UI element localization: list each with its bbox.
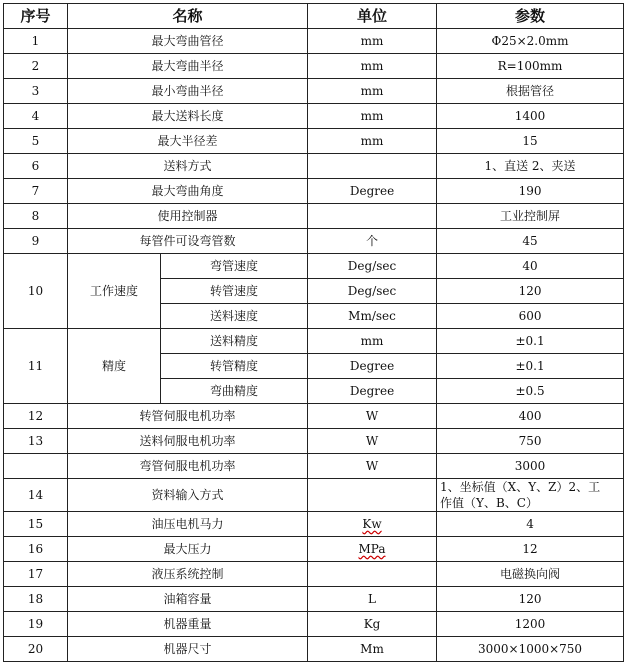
- table-row: [4, 129, 624, 154]
- row-name: 最大弯曲管径: [68, 29, 308, 54]
- row-unit: mm: [308, 104, 437, 129]
- row-value: Φ25×2.0mm: [437, 29, 624, 54]
- row-no: 17: [4, 562, 68, 587]
- row-value: ±0.1: [437, 354, 624, 379]
- unit-text: MPa: [358, 542, 386, 556]
- table-row: [4, 512, 624, 537]
- row-unit: [308, 204, 437, 229]
- row-unit: Deg/sec: [308, 279, 437, 304]
- table-row: [4, 454, 624, 479]
- table-row: [4, 479, 624, 512]
- sub-item-name: 送料速度: [161, 304, 308, 329]
- group-label: 精度: [68, 329, 161, 404]
- row-unit: [308, 479, 437, 512]
- table-row: [4, 179, 624, 204]
- row-value: 190: [437, 179, 624, 204]
- row-unit: [308, 154, 437, 179]
- row-value: 1400: [437, 104, 624, 129]
- row-unit: Degree: [308, 354, 437, 379]
- row-no: 3: [4, 79, 68, 104]
- row-unit: Deg/sec: [308, 254, 437, 279]
- table-header-row: [4, 4, 624, 29]
- row-value: 750: [437, 429, 624, 454]
- table-row: [4, 587, 624, 612]
- row-value: 12: [437, 537, 624, 562]
- row-unit: mm: [308, 79, 437, 104]
- row-no: 16: [4, 537, 68, 562]
- row-unit: Degree: [308, 179, 437, 204]
- row-value-line-2: 作值（Y、B、C）: [440, 496, 538, 510]
- row-value: ±0.5: [437, 379, 624, 404]
- table-row: [4, 429, 624, 454]
- row-no: 14: [4, 479, 68, 512]
- row-no: 9: [4, 229, 68, 254]
- row-value: 4: [437, 512, 624, 537]
- row-no: 19: [4, 612, 68, 637]
- header-name: 名称: [68, 4, 308, 29]
- row-name: 油压电机马力: [68, 512, 308, 537]
- header-unit: 单位: [308, 4, 437, 29]
- row-name: 送料伺服电机功率: [68, 429, 308, 454]
- row-name: 机器尺寸: [68, 637, 308, 662]
- row-no: 4: [4, 104, 68, 129]
- row-value: 600: [437, 304, 624, 329]
- row-value: 40: [437, 254, 624, 279]
- row-value: 根据管径: [437, 79, 624, 104]
- row-name: 油箱容量: [68, 587, 308, 612]
- sub-item-name: 送料精度: [161, 329, 308, 354]
- table-row: [4, 562, 624, 587]
- group-label: 工作速度: [68, 254, 161, 329]
- table-row: [4, 229, 624, 254]
- row-value: 400: [437, 404, 624, 429]
- table-row: [4, 154, 624, 179]
- row-name: 机器重量: [68, 612, 308, 637]
- row-name: 液压系统控制: [68, 562, 308, 587]
- row-name: 送料方式: [68, 154, 308, 179]
- table-row: [4, 29, 624, 54]
- row-unit: mm: [308, 329, 437, 354]
- row-no: 7: [4, 179, 68, 204]
- row-no: 2: [4, 54, 68, 79]
- row-value: 120: [437, 279, 624, 304]
- row-value: R=100mm: [437, 54, 624, 79]
- table-row: [4, 329, 624, 354]
- row-value: 电磁换向阀: [437, 562, 624, 587]
- row-name: 最大弯曲半径: [68, 54, 308, 79]
- sub-item-name: 弯曲精度: [161, 379, 308, 404]
- row-unit: Degree: [308, 379, 437, 404]
- row-name: 最大压力: [68, 537, 308, 562]
- row-unit: [308, 512, 437, 537]
- row-value: 15: [437, 129, 624, 154]
- row-name: 最大半径差: [68, 129, 308, 154]
- row-no: 11: [4, 329, 68, 404]
- table-row: [4, 204, 624, 229]
- row-value-line-1: 1、坐标值（X、Y、Z）2、工: [440, 480, 601, 494]
- spec-table-container: [3, 3, 624, 662]
- table-row: [4, 54, 624, 79]
- row-unit: W: [308, 404, 437, 429]
- row-unit: [308, 537, 437, 562]
- row-value: [437, 479, 624, 512]
- row-value: 120: [437, 587, 624, 612]
- row-no: [4, 454, 68, 479]
- row-unit: mm: [308, 29, 437, 54]
- row-value: 1、直送 2、夹送: [437, 154, 624, 179]
- row-name: 最大送料长度: [68, 104, 308, 129]
- row-unit: Mm/sec: [308, 304, 437, 329]
- table-row: [4, 637, 624, 662]
- table-row: [4, 612, 624, 637]
- sub-item-name: 弯管速度: [161, 254, 308, 279]
- row-unit: W: [308, 429, 437, 454]
- row-unit: L: [308, 587, 437, 612]
- row-no: 12: [4, 404, 68, 429]
- row-value: 3000×1000×750: [437, 637, 624, 662]
- sub-item-name: 转管速度: [161, 279, 308, 304]
- row-name: 每管件可设弯管数: [68, 229, 308, 254]
- row-name: 最大弯曲角度: [68, 179, 308, 204]
- row-value: 1200: [437, 612, 624, 637]
- row-name: 弯管伺服电机功率: [68, 454, 308, 479]
- row-unit: Mm: [308, 637, 437, 662]
- row-unit: mm: [308, 129, 437, 154]
- row-no: 1: [4, 29, 68, 54]
- row-no: 8: [4, 204, 68, 229]
- header-param: 参数: [437, 4, 624, 29]
- row-no: 5: [4, 129, 68, 154]
- unit-text: Kw: [362, 517, 382, 531]
- row-unit: 个: [308, 229, 437, 254]
- row-unit: W: [308, 454, 437, 479]
- table-row: [4, 404, 624, 429]
- table-row: [4, 104, 624, 129]
- row-name: 资料输入方式: [68, 479, 308, 512]
- row-value: 工业控制屏: [437, 204, 624, 229]
- row-no: 20: [4, 637, 68, 662]
- table-row: [4, 537, 624, 562]
- table-row: [4, 79, 624, 104]
- table-row: [4, 254, 624, 279]
- row-no: 13: [4, 429, 68, 454]
- sub-item-name: 转管精度: [161, 354, 308, 379]
- row-value: ±0.1: [437, 329, 624, 354]
- row-name: 转管伺服电机功率: [68, 404, 308, 429]
- header-no: 序号: [4, 4, 68, 29]
- row-unit: Kg: [308, 612, 437, 637]
- spec-table: [3, 3, 624, 662]
- row-no: 6: [4, 154, 68, 179]
- row-no: 18: [4, 587, 68, 612]
- row-value: 45: [437, 229, 624, 254]
- row-unit: mm: [308, 54, 437, 79]
- row-value: 3000: [437, 454, 624, 479]
- row-name: 最小弯曲半径: [68, 79, 308, 104]
- row-name: 使用控制器: [68, 204, 308, 229]
- row-unit: [308, 562, 437, 587]
- row-no: 15: [4, 512, 68, 537]
- row-no: 10: [4, 254, 68, 329]
